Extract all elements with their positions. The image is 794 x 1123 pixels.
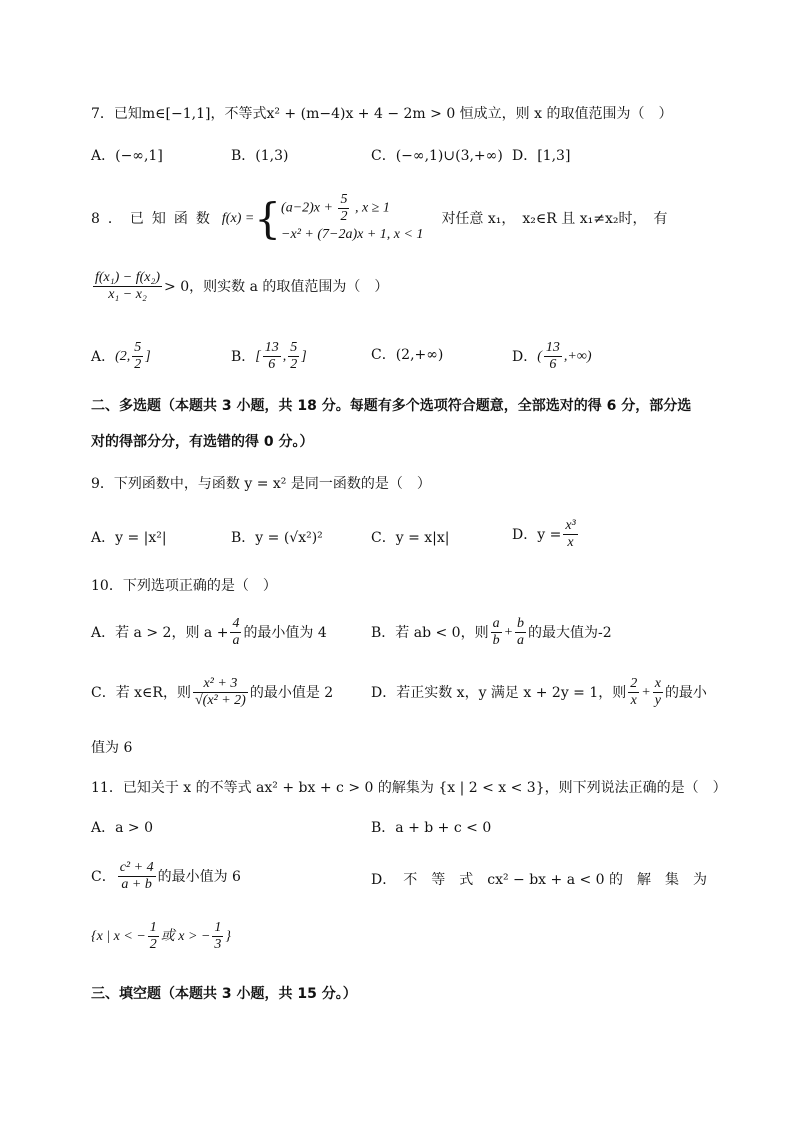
q7-option-d: D．[1,3] <box>512 148 571 164</box>
q9-opt-d-frac <box>563 518 577 551</box>
q8-piece-1-frac <box>338 192 349 225</box>
q8-mid: 对任意 x₁， x₂∈R 且 x₁≠x₂时， 有 <box>441 210 668 227</box>
q11-opt-c-post: 的最小值为 6 <box>157 868 241 885</box>
q8-fx: f(x) = <box>221 210 255 226</box>
q11-opt-d-set-a: {x | x < − <box>91 928 146 944</box>
q10-opt-b-plus: + <box>503 624 514 640</box>
q9-stem: 9．下列函数中，与函数 y = x² 是同一函数的是（ ） <box>91 476 431 492</box>
q9-option-c: C．y = x|x| <box>371 530 450 546</box>
q8-opt-b-den-2: 2 <box>290 357 298 372</box>
q7-option-c: C．(−∞,1)∪(3,+∞) <box>371 148 503 164</box>
q11-option-d-set <box>91 920 231 953</box>
q11-opt-c-num: c² + 4 <box>119 860 154 875</box>
q10-stem: 10．下列选项正确的是（ ） <box>91 578 277 594</box>
q10-opt-d-den-2: y <box>654 693 661 708</box>
q10-opt-b-frac-1 <box>491 616 502 649</box>
q8-opt-b-label: B． <box>231 348 256 365</box>
q11-opt-d-set-den-2: 3 <box>214 937 222 952</box>
q8-option-c: C．(2,+∞) <box>371 347 444 363</box>
q11-option-b: B．a + b + c < 0 <box>371 820 492 836</box>
q10-opt-d-pre: D．若正实数 x，y 满足 x + 2y = 1，则 <box>371 684 627 701</box>
q10-opt-c-frac <box>193 676 248 709</box>
q8-option-d <box>512 340 592 373</box>
section-2-heading-line-1: 二、多选题（本题共 3 小题，共 18 分。每题有多个选项符合题意，全部选对的得 6 分，部分选 <box>91 398 692 414</box>
q8-opt-d-label: D． <box>512 348 538 365</box>
q11-option-c <box>91 860 241 893</box>
q11-stem: 11．已知关于 x 的不等式 ax² + bx + c > 0 的解集为 {x | 2 < x < 3}，则下列说法正确的是（ ） <box>91 780 727 796</box>
q8-brace: { <box>254 193 282 243</box>
q11-opt-c-frac <box>118 860 156 893</box>
q8-option-b <box>231 340 307 373</box>
q8-opt-a-num: 5 <box>134 340 142 355</box>
q10-opt-a-pre: A．若 a > 2，则 a + <box>91 624 229 641</box>
q11-opt-d-set-frac-1 <box>148 920 159 953</box>
section-2-heading-line-2: 对的得部分分，有选错的得 0 分。） <box>91 434 314 450</box>
q8-opt-a-frac <box>132 340 143 373</box>
q10-opt-b-num-1: a <box>492 616 500 631</box>
q11-opt-d-set-num-1: 1 <box>149 920 157 935</box>
q8-opt-b-num-1: 13 <box>264 340 279 355</box>
q10-opt-d-frac-2 <box>653 676 663 709</box>
q10-opt-b-den-2: a <box>517 633 525 648</box>
q10-opt-b-num-2: b <box>517 616 525 631</box>
q7-option-b: B．(1,3) <box>231 148 289 164</box>
q8-opt-b-frac-1 <box>263 340 281 373</box>
q11-option-a: A．a > 0 <box>91 820 153 836</box>
q8-opt-d-frac <box>544 340 562 373</box>
q8-opt-a-den: 2 <box>134 357 142 372</box>
q10-opt-a-den: a <box>232 633 240 648</box>
q11-opt-d-set-b: 或 x > − <box>160 928 211 944</box>
q10-option-d <box>371 676 707 709</box>
q8-pieces <box>281 192 423 245</box>
q8-opt-b-num-2: 5 <box>290 340 298 355</box>
q7-stem: 7．已知m∈[−1,1]，不等式x² + (m−4)x + 4 − 2m > 0 恒成立，则 x 的取值范围为（ ） <box>91 106 673 122</box>
q11-opt-d-set-frac-2 <box>212 920 223 953</box>
q9-opt-d-label: D．y = <box>512 526 562 543</box>
q8-opt-b-comma: , <box>282 348 287 364</box>
q8-stem <box>91 192 667 245</box>
q8-piece-2: −x² + (7−2a)x + 1, x < 1 <box>281 227 424 242</box>
q8-opt-b-end: ] <box>301 348 307 364</box>
q8-opt-a-end: ] <box>145 348 151 364</box>
q10-opt-b-frac-2 <box>515 616 526 649</box>
q10-opt-b-post: 的最大值为-2 <box>528 624 612 641</box>
q11-opt-c-pre: C． <box>91 868 116 885</box>
q9-option-d <box>512 518 580 551</box>
q8-option-a <box>91 340 151 373</box>
q8-piece-1 <box>281 192 423 225</box>
q8-opt-b-start: [ <box>255 348 261 364</box>
q10-opt-b-pre: B．若 ab < 0，则 <box>371 624 489 641</box>
q8-opt-d-num: 13 <box>545 340 560 355</box>
q10-opt-c-post: 的最小值是 2 <box>249 684 334 701</box>
q8-piece-1-den: 2 <box>340 209 348 224</box>
q8-opt-a-label: A． <box>91 348 116 365</box>
q9-opt-d-num: x³ <box>565 518 576 533</box>
q8-cond-den: x₁ − x₂ <box>108 287 147 302</box>
q8-opt-a-start: (2, <box>115 348 131 364</box>
section-3-heading: 三、填空题（本题共 3 小题，共 15 分。） <box>91 986 357 1002</box>
q10-option-b <box>371 616 612 649</box>
q8-opt-d-start: ( <box>537 348 542 364</box>
q9-option-b: B．y = (√x²)² <box>231 530 323 546</box>
q8-opt-d-den: 6 <box>549 357 557 372</box>
q8-piece-1-num: 5 <box>340 192 348 207</box>
q8-opt-b-frac-2 <box>288 340 299 373</box>
q10-opt-d-plus: + <box>641 684 651 700</box>
q10-opt-d-frac-1 <box>628 676 639 709</box>
q10-opt-c-den: √(x² + 2) <box>194 693 246 708</box>
q11-opt-d-set-c: } <box>225 928 231 944</box>
q11-opt-d-set-den-1: 2 <box>149 937 157 952</box>
q8-cond-tail: > 0，则实数 a 的取值范围为（ ） <box>164 278 389 295</box>
q8-piece-1-b: , x ≥ 1 <box>354 200 390 216</box>
q8-piece-1-a: (a−2)x + <box>281 200 333 216</box>
q10-opt-c-pre: C．若 x∈R，则 <box>91 684 191 701</box>
q8-opt-d-end: ,+∞) <box>563 348 592 364</box>
q8-cond-num: f(x₁) − f(x₂) <box>95 270 161 285</box>
q10-opt-c-num: x² + 3 <box>193 676 248 693</box>
q10-opt-d-den-1: x <box>630 693 637 708</box>
q10-opt-a-frac <box>230 616 241 649</box>
q10-opt-b-den-1: b <box>492 633 500 648</box>
q10-option-d-continued: 值为 6 <box>91 740 133 756</box>
q9-opt-d-den: x <box>567 535 574 550</box>
q11-option-d: D． 不 等 式 cx² − bx + a < 0 的 解 集 为 <box>371 872 708 888</box>
q8-condition <box>91 270 388 303</box>
q10-opt-d-num-2: x <box>654 676 661 691</box>
q10-option-a <box>91 616 327 649</box>
q8-prefix: 8．已知函数 <box>91 210 218 227</box>
q10-opt-a-num: 4 <box>232 616 240 631</box>
q7-option-a: A．(−∞,1] <box>91 148 163 164</box>
q11-opt-c-den: a + b <box>121 877 152 892</box>
q10-option-c <box>91 676 333 709</box>
q9-option-a: A．y = |x²| <box>91 530 167 546</box>
q10-opt-a-post: 的最小值为 4 <box>243 624 327 641</box>
q10-opt-d-post: 的最小 <box>664 684 707 701</box>
q8-opt-b-den-1: 6 <box>268 357 276 372</box>
q11-opt-d-set-num-2: 1 <box>214 920 222 935</box>
q10-opt-d-num-1: 2 <box>630 676 638 691</box>
q8-cond-frac <box>93 270 162 303</box>
